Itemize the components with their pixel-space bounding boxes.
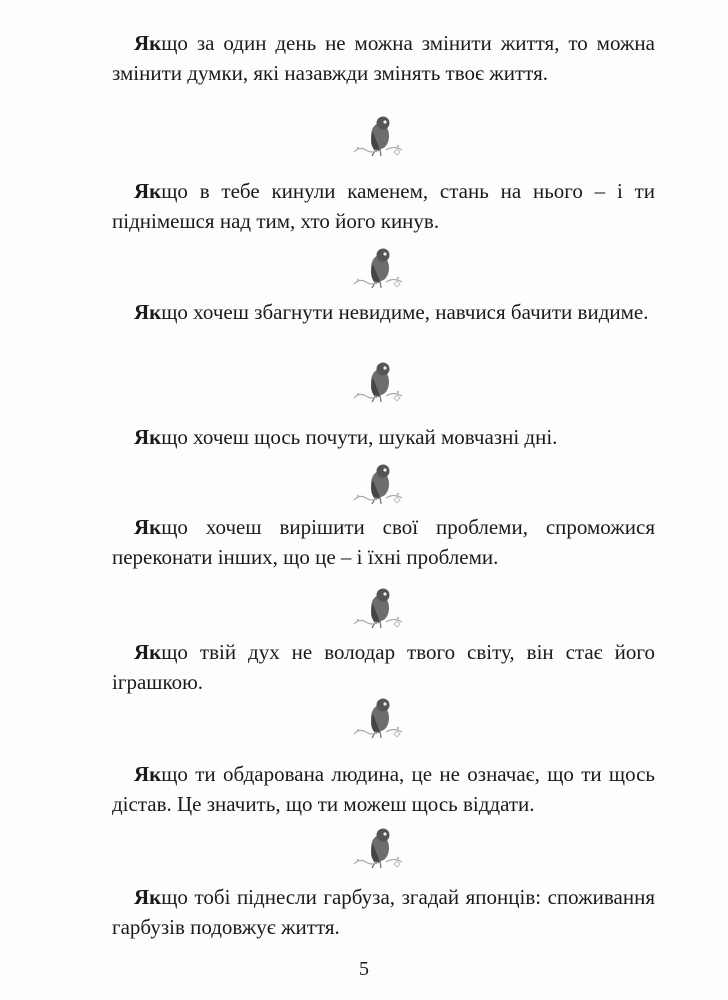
aphorism-text: що хочеш збагнути невидиме, навчися бачити видиме. <box>161 300 649 324</box>
aphorism-text: що твій дух не володар твого світу, він стає його іграшкою. <box>112 640 655 694</box>
aphorism-text: що за один день не можна змінити життя, то можна змінити думки, які назавжди змінять твоє життя. <box>112 31 655 85</box>
aphorism-lead: Як <box>134 179 162 203</box>
aphorism-text: що хочеш щось почути, шукай мовчазні дні. <box>161 425 558 449</box>
aphorism-text: що тобі піднесли гарбуза, згадай японців: споживання гарбузів подовжує життя. <box>112 885 655 939</box>
aphorism-8 <box>112 882 655 942</box>
aphorism-lead: Як <box>134 640 162 664</box>
aphorism-7 <box>112 759 655 819</box>
aphorism-3 <box>112 297 655 327</box>
aphorism-4 <box>112 422 655 452</box>
aphorism-text: що хочеш вирішити свої проблеми, спроможися переконати інших, що це – і їхні проблеми. <box>112 515 655 569</box>
aphorism-lead: Як <box>134 762 162 786</box>
aphorism-1 <box>112 28 655 88</box>
aphorism-lead: Як <box>134 300 162 324</box>
owl-icon <box>350 244 406 290</box>
aphorism-2 <box>112 176 655 236</box>
aphorism-text: що в тебе кинули каменем, стань на нього – і ти піднімешся над тим, хто його кинув. <box>112 179 655 233</box>
aphorism-lead: Як <box>134 885 162 909</box>
aphorism-lead: Як <box>134 515 162 539</box>
aphorism-6 <box>112 637 655 697</box>
aphorism-5 <box>112 512 655 572</box>
owl-icon <box>350 112 406 158</box>
owl-icon <box>350 584 406 630</box>
aphorism-lead: Як <box>134 31 162 55</box>
owl-icon <box>350 460 406 506</box>
page-number: 5 <box>359 958 369 980</box>
owl-icon <box>350 358 406 404</box>
aphorism-text: що ти обдарована людина, це не означає, що ти щось дістав. Це значить, що ти можеш щось віддати. <box>112 762 655 816</box>
aphorism-lead: Як <box>134 425 162 449</box>
owl-icon <box>350 824 406 870</box>
owl-icon <box>350 694 406 740</box>
